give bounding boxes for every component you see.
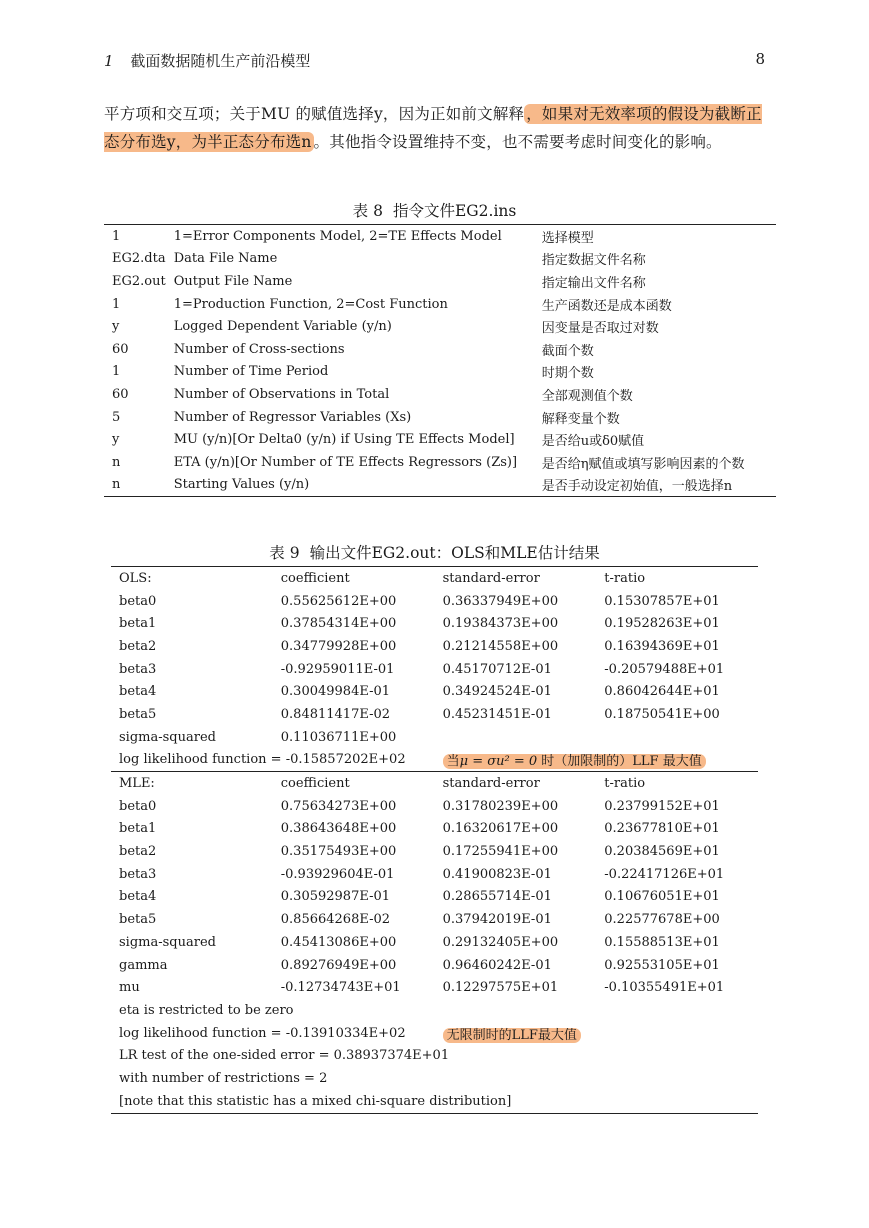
param-name: beta4 — [119, 889, 157, 905]
table-row — [111, 976, 758, 999]
table9-caption — [0, 541, 869, 563]
std-error-value: 0.28655714E-01 — [442, 889, 552, 905]
coefficient-value: 0.85664268E-02 — [280, 912, 391, 928]
table9-caption-number: 表 9 — [269, 544, 300, 562]
table-row — [111, 680, 758, 703]
param-name: beta0 — [119, 593, 157, 609]
setting-note: 指定数据文件名称 — [541, 253, 646, 269]
llf-ols: log likelihood function = -0.15857202E+02 — [111, 749, 435, 772]
t-ratio-value: 0.23799152E+01 — [604, 798, 720, 814]
setting-note: 解释变量个数 — [541, 411, 620, 427]
table-row — [104, 383, 776, 406]
setting-note: 是否给η赋值或填写影响因素的个数 — [541, 456, 745, 472]
param-name: sigma-squared — [119, 729, 216, 745]
setting-value: 1 — [112, 228, 121, 244]
t-ratio-value: 0.15307857E+01 — [604, 593, 720, 609]
table-row — [104, 225, 776, 248]
setting-value: 1 — [112, 364, 121, 380]
table-row — [111, 703, 758, 726]
table-row — [111, 1022, 758, 1045]
coefficient-value: 0.38643648E+00 — [280, 821, 397, 837]
param-name: beta1 — [119, 616, 157, 632]
note-text: 时（加限制的）LLF 最大值 — [537, 754, 702, 770]
table-row — [111, 1044, 758, 1067]
coefficient-value: -0.12734743E+01 — [280, 980, 401, 996]
setting-note: 全部观测值个数 — [541, 388, 633, 404]
setting-value: EG2.dta — [112, 251, 166, 267]
setting-value: 1 — [112, 296, 121, 312]
setting-description: Starting Values (y/n) — [173, 477, 310, 493]
t-ratio-value: 0.18750541E+00 — [604, 706, 720, 722]
setting-value: 60 — [112, 341, 129, 357]
chapter-title: 截面数据随机生产前沿模型 — [130, 52, 311, 70]
table-row — [111, 590, 758, 613]
param-name: mu — [119, 980, 140, 996]
page-number: 8 — [755, 50, 765, 68]
llf-mle-annotation-cell — [435, 1022, 758, 1045]
table-row — [111, 840, 758, 863]
std-error-value: 0.36337949E+00 — [442, 593, 559, 609]
empty-cell — [435, 726, 597, 749]
setting-note: 时期个数 — [541, 366, 594, 382]
llf-unrestricted-note: 无限制时的LLF最大值 — [443, 1028, 581, 1043]
chi-square-note-line: [note that this statistic has a mixed chi-square distribution] — [119, 1093, 512, 1109]
std-error-value: 0.21214558E+00 — [442, 638, 559, 654]
param-name: beta3 — [119, 866, 157, 882]
table-header-row — [111, 772, 758, 795]
setting-value: n — [112, 454, 121, 470]
t-ratio-value: 0.15588513E+01 — [604, 934, 720, 950]
setting-value: 60 — [112, 386, 129, 402]
param-name: beta1 — [119, 821, 157, 837]
table-header-row — [111, 567, 758, 590]
std-error-value: 0.34924524E-01 — [442, 684, 552, 700]
t-ratio-value: -0.20579488E+01 — [604, 661, 725, 677]
coefficient-value: 0.30049984E-01 — [280, 684, 391, 700]
coefficient-value: -0.93929604E-01 — [280, 866, 395, 882]
t-ratio-value: 0.19528263E+01 — [604, 616, 720, 632]
std-error-value: 0.41900823E-01 — [442, 866, 552, 882]
setting-value: 5 — [112, 409, 121, 425]
param-name: beta2 — [119, 844, 157, 860]
setting-description: 1=Production Function, 2=Cost Function — [173, 296, 448, 312]
table-row — [111, 908, 758, 931]
setting-note: 是否给u或δ0赋值 — [541, 434, 645, 450]
param-name: beta4 — [119, 684, 157, 700]
col-coefficient: coefficient — [280, 570, 350, 586]
t-ratio-value: 0.20384569E+01 — [604, 844, 720, 860]
llf-restricted-note — [443, 754, 706, 769]
std-error-value: 0.12297575E+01 — [442, 980, 559, 996]
table-row — [104, 428, 776, 451]
paragraph-text-2: 。其他指令设置维持不变，也不需要考虑时间变化的影响。 — [313, 133, 722, 151]
t-ratio-value: 0.92553105E+01 — [604, 957, 720, 973]
setting-description: 1=Error Components Model, 2=TE Effects Model — [173, 228, 502, 244]
coefficient-value: 0.84811417E-02 — [280, 706, 391, 722]
setting-note: 是否手动设定初始值，一般选择n — [541, 479, 733, 495]
std-error-value: 0.31780239E+00 — [442, 798, 559, 814]
note-text: 当 — [446, 754, 460, 770]
setting-note: 截面个数 — [541, 343, 594, 359]
std-error-value: 0.19384373E+00 — [442, 616, 559, 632]
t-ratio-value: -0.10355491E+01 — [604, 980, 725, 996]
param-name: beta0 — [119, 798, 157, 814]
setting-description: Number of Time Period — [173, 364, 329, 380]
setting-note: 选择模型 — [541, 230, 594, 246]
body-paragraph — [104, 100, 768, 156]
param-name: beta5 — [119, 912, 157, 928]
coefficient-value: 0.35175493E+00 — [280, 844, 397, 860]
coefficient-value: 0.55625612E+00 — [280, 593, 397, 609]
coefficient-value: -0.92959011E-01 — [280, 661, 395, 677]
t-ratio-value: 0.23677810E+01 — [604, 821, 720, 837]
setting-description: Logged Dependent Variable (y/n) — [173, 319, 392, 335]
table-row — [111, 999, 758, 1022]
coefficient-value: 0.75634273E+00 — [280, 798, 397, 814]
section-label: OLS: — [119, 570, 152, 586]
coefficient-value: 0.11036711E+00 — [280, 729, 397, 745]
setting-description: MU (y/n)[Or Delta0 (y/n) if Using TE Effects Model] — [173, 432, 515, 448]
estimation-results-table — [111, 566, 758, 1114]
t-ratio-value: 0.10676051E+01 — [604, 889, 720, 905]
table-row — [111, 635, 758, 658]
col-t-ratio: t-ratio — [604, 776, 646, 792]
table-row — [111, 863, 758, 886]
setting-description: Number of Observations in Total — [173, 386, 390, 402]
coefficient-value: 0.30592987E-01 — [280, 889, 391, 905]
page-header — [104, 50, 765, 71]
table-row — [111, 1067, 758, 1090]
col-standard-error: standard-error — [442, 570, 540, 586]
table-row — [104, 270, 776, 293]
table-row — [111, 954, 758, 977]
table-row — [104, 293, 776, 316]
llf-mle: log likelihood function = -0.13910334E+02 — [119, 1025, 406, 1041]
table-row — [111, 818, 758, 841]
setting-description: Number of Regressor Variables (Xs) — [173, 409, 412, 425]
param-name: gamma — [119, 957, 168, 973]
paragraph-text-1: 平方项和交互项；关于MU 的赋值选择y，因为正如前文解释 — [104, 105, 525, 123]
coefficient-value: 0.45413086E+00 — [280, 934, 397, 950]
table-row — [111, 1090, 758, 1113]
table-row — [104, 451, 776, 474]
lr-test-line: LR test of the one-sided error = 0.38937374E+01 — [119, 1048, 450, 1064]
table-row — [104, 474, 776, 497]
instruction-table — [104, 224, 776, 497]
table-row — [104, 361, 776, 384]
setting-note: 生产函数还是成本函数 — [541, 298, 672, 314]
setting-description: Number of Cross-sections — [173, 341, 345, 357]
table8-caption — [0, 199, 869, 221]
table-row — [111, 658, 758, 681]
setting-value: n — [112, 477, 121, 493]
setting-value: y — [112, 319, 120, 335]
std-error-value: 0.96460242E-01 — [442, 957, 552, 973]
table-row — [104, 315, 776, 338]
std-error-value: 0.29132405E+00 — [442, 934, 559, 950]
paragraph-highlight: ，如果对无效率项的假设为截断正态分布选y，为半正态分布选n — [104, 105, 762, 151]
t-ratio-value: 0.16394369E+01 — [604, 638, 720, 654]
table-row — [104, 406, 776, 429]
restrictions-line: with number of restrictions = 2 — [119, 1070, 328, 1086]
coefficient-value: 0.34779928E+00 — [280, 638, 397, 654]
t-ratio-value: 0.22577678E+00 — [604, 912, 720, 928]
setting-value: y — [112, 432, 120, 448]
table9-caption-text: 输出文件EG2.out：OLS和MLE估计结果 — [309, 544, 600, 562]
note-math: μ = σu² = 0 — [459, 754, 538, 770]
t-ratio-value: -0.22417126E+01 — [604, 866, 725, 882]
std-error-value: 0.45231451E-01 — [442, 706, 552, 722]
eta-restriction-line: eta is restricted to be zero — [119, 1002, 294, 1018]
table-row — [111, 612, 758, 635]
table-row — [111, 726, 758, 749]
table-row — [111, 886, 758, 909]
chapter-number: 1 — [104, 52, 114, 70]
std-error-value: 0.16320617E+00 — [442, 821, 559, 837]
setting-note: 因变量是否取过对数 — [541, 321, 659, 337]
table-row — [111, 931, 758, 954]
std-error-value: 0.45170712E-01 — [442, 661, 552, 677]
coefficient-value: 0.37854314E+00 — [280, 616, 397, 632]
std-error-value: 0.37942019E-01 — [442, 912, 552, 928]
param-name: beta5 — [119, 706, 157, 722]
empty-cell — [596, 726, 758, 749]
setting-value: EG2.out — [112, 273, 166, 289]
section-label: MLE: — [119, 776, 155, 792]
col-coefficient: coefficient — [280, 776, 350, 792]
t-ratio-value: 0.86042644E+01 — [604, 684, 720, 700]
table-row — [104, 248, 776, 271]
std-error-value: 0.17255941E+00 — [442, 844, 559, 860]
table-row — [104, 338, 776, 361]
param-name: beta3 — [119, 661, 157, 677]
table8-caption-text: 指令文件EG2.ins — [392, 202, 517, 220]
param-name: beta2 — [119, 638, 157, 654]
coefficient-value: 0.89276949E+00 — [280, 957, 397, 973]
table-row — [111, 795, 758, 818]
setting-description: Output File Name — [173, 273, 293, 289]
col-standard-error: standard-error — [442, 776, 540, 792]
setting-description: Data File Name — [173, 251, 278, 267]
chapter-heading — [104, 50, 310, 71]
table8-caption-number: 表 8 — [352, 202, 383, 220]
col-t-ratio: t-ratio — [604, 570, 646, 586]
llf-ols-annotation-cell — [435, 749, 758, 772]
setting-note: 指定输出文件名称 — [541, 275, 646, 291]
param-name: sigma-squared — [119, 934, 216, 950]
setting-description: ETA (y/n)[Or Number of TE Effects Regressors (Zs)] — [173, 454, 518, 470]
table-row — [111, 749, 758, 772]
